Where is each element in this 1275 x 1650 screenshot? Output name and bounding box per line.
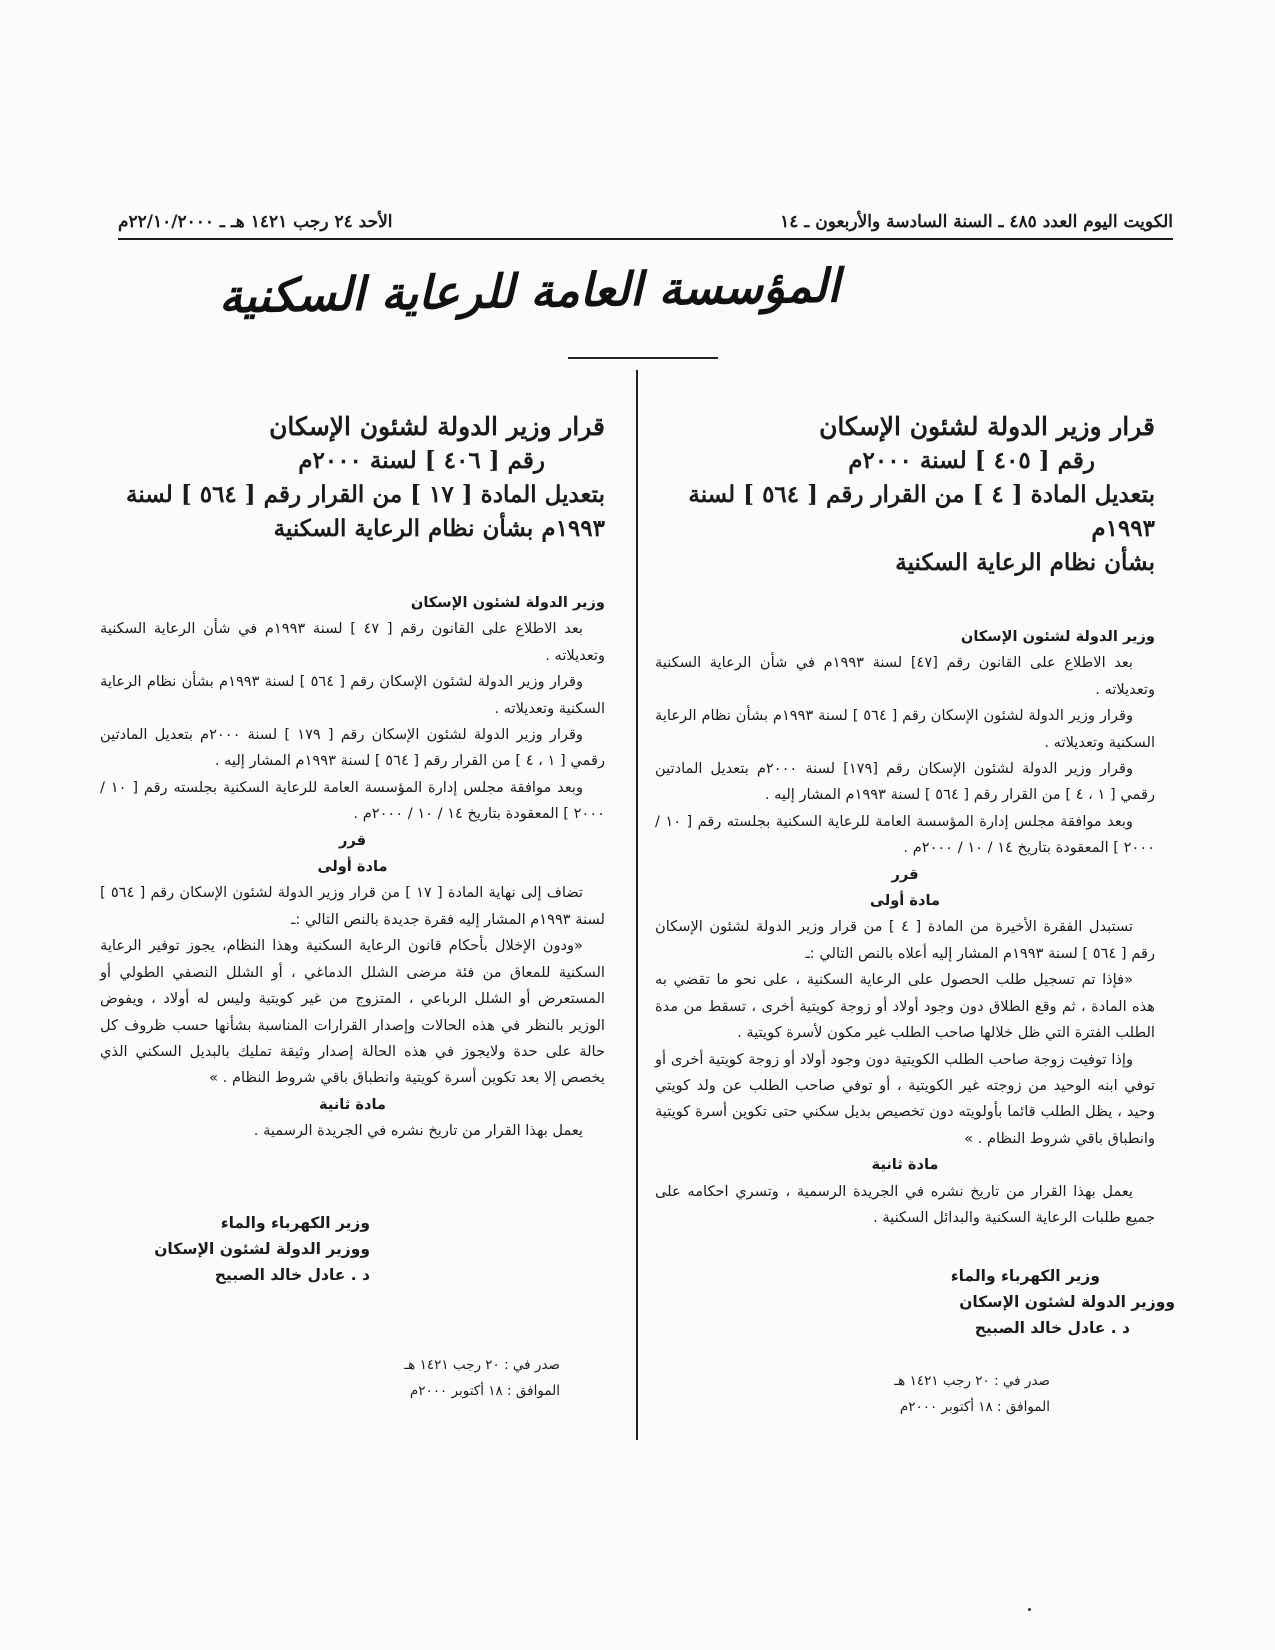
preamble-4: وبعد موافقة مجلس إدارة المؤسسة العامة للرعاية السكنية بجلسته رقم [ ١٠ / ٢٠٠٠ ] المعقودة بتاريخ ١٤ / ١٠ / ٢٠٠٠م .	[100, 778, 605, 823]
header-date: الأحد ٢٤ رجب ١٤٢١ هـ ـ ٢٢/١٠/٢٠٠٠م	[118, 212, 393, 232]
preamble-2: وقرار وزير الدولة لشئون الإسكان رقم [ ٥٦٤ ] لسنة ١٩٩٣م بشأن نظام الرعاية السكنية وتعديلاته .	[655, 707, 1155, 751]
article-1-quote-2: وإذا توفيت زوجة صاحب الطلب الكويتية دون وجود أولاد أو زوجة كويتية أخرى أو توفي ابنه الوحيد من زوجته غير الكويتية ، أو توفي صاحب الطلب عن ولد كويتي وحيد ، يظل الطلب قائما بأولويته دون تخصيص بديل سكني حتى تكوين أسرة كويتية وانطباق باقي شروط النظام . »	[655, 1050, 1155, 1147]
decided-heading: قرر	[338, 831, 367, 849]
issuer-line: وزير الدولة لشئون الإسكان	[960, 628, 1155, 645]
signatory-title-1: وزير الكهرباء والماء	[950, 1267, 1100, 1285]
signatory-title-1: وزير الكهرباء والماء	[220, 1214, 370, 1232]
banner-underline	[568, 357, 718, 359]
decree-406-signature	[80, 1210, 370, 1288]
article-1-heading: مادة أولى	[317, 858, 388, 876]
article-1-quote: «ودون الإخلال بأحكام قانون الرعاية السكنية وهذا النظام، يجوز توفير الرعاية السكنية للمعاق من فئة مرضى الشلل الدماغي ، أو الشلل النصفي الطولي أو المستعرض أو الشلل الرباعي ، المتزوج من غير كويتية وليس له أولاد ، ويفوض الوزير بالنظر في هذه الحالات وإصدار القرارات المناسبة بشأنها حسب ظروف كل حالة على حدة ولايجوز في هذه الحالة إصدار وثيقة تمليك بالبديل السكني الذي يخصص إلا بعد تكوين أسرة كويتية وانطباق باقي شروط النظام . »	[100, 937, 605, 1087]
issue-date-gregorian: الموافق : ١٨ أكتوبر ٢٠٠٠م	[899, 1399, 1050, 1415]
decree-body	[100, 590, 605, 1145]
decree-title: قرار وزير الدولة لشئون الإسكان	[269, 412, 605, 441]
institution-banner: المؤسسة العامة للرعاية السكنية	[218, 258, 841, 324]
preamble-1: بعد الاطلاع على القانون رقم [ ٤٧ ] لسنة ١٩٩٣م في شأن الرعاية السكنية وتعديلاته .	[100, 620, 605, 664]
decree-subject-line1: بتعديل المادة [ ٤ ] من القرار رقم [ ٥٦٤ ] لسنة ١٩٩٣م	[688, 481, 1155, 542]
decree-subject-line2: بشأن نظام الرعاية السكنية	[895, 549, 1155, 576]
issue-date-hijri: صدر في : ٢٠ رجب ١٤٢١ هـ	[894, 1373, 1050, 1389]
signatory-name: د . عادل خالد الصبيح	[214, 1266, 370, 1284]
signatory-name: د . عادل خالد الصبيح	[974, 1319, 1130, 1337]
issue-date-gregorian: الموافق : ١٨ أكتوبر ٢٠٠٠م	[409, 1383, 560, 1399]
article-1-quote-1: «فإذا تم تسجيل طلب الحصول على الرعاية السكنية ، على نحو ما تقضي به هذه المادة ، ثم وقع الطلاق دون وجود أولاد أو زوجة كويتية أخرى ، تسقط من مدة الطلب الفترة التي ظل خلالها صاحب الطلب غير مكون لأسرة كويتية .	[655, 971, 1155, 1042]
decree-subject-line2: ١٩٩٣م بشأن نظام الرعاية السكنية	[273, 515, 605, 542]
preamble-3: وقرار وزير الدولة لشئون الإسكان رقم [ ١٧٩ ] لسنة ٢٠٠٠م بتعديل المادتين رقمي [ ١ ، ٤ ] من القرار رقم [ ٥٦٤ ] لسنة ١٩٩٣م المشار إليه .	[100, 726, 605, 770]
article-1-heading: مادة أولى	[869, 892, 941, 910]
preamble-4: وبعد موافقة مجلس إدارة المؤسسة العامة للرعاية السكنية بجلسته رقم [ ١٠ / ٢٠٠٠ ] المعقودة بتاريخ ١٤ / ١٠ / ٢٠٠٠م .	[655, 812, 1155, 857]
decree-406-issue-date	[300, 1352, 560, 1404]
decree-subject-line1: بتعديل المادة [ ١٧ ] من القرار رقم [ ٥٦٤ ] لسنة	[126, 481, 605, 508]
signatory-title-2: ووزير الدولة لشئون الإسكان	[959, 1293, 1175, 1311]
preamble-3: وقرار وزير الدولة لشئون الإسكان رقم [١٧٩] لسنة ٢٠٠٠م بتعديل المادتين رقمي [ ١ ، ٤ ] من القرار رقم [ ٥٦٤ ] لسنة ١٩٩٣م المشار إليه .	[655, 760, 1155, 804]
page-header	[118, 210, 1173, 240]
header-issue-info: الكويت اليوم العدد ٤٨٥ ـ السنة السادسة والأربعون ـ ١٤	[780, 212, 1173, 232]
article-2-text: يعمل بهذا القرار من تاريخ نشره في الجريدة الرسمية .	[253, 1122, 583, 1140]
decree-number: رقم [ ٤٠٦ ] لسنة ٢٠٠٠م	[298, 447, 545, 474]
issuer-line: وزير الدولة لشئون الإسكان	[410, 594, 605, 611]
preamble-1: بعد الاطلاع على القانون رقم [٤٧] لسنة ١٩٩٣م في شأن الرعاية السكنية وتعديلاته .	[655, 654, 1155, 698]
decree-body	[655, 624, 1155, 1231]
column-divider	[636, 370, 638, 1440]
signatory-title-2: ووزير الدولة لشئون الإسكان	[154, 1240, 370, 1258]
article-2-text: يعمل بهذا القرار من تاريخ نشره في الجريدة الرسمية ، وتسري احكامه على جميع طلبات الرعاية السكنية والبدائل السكنية .	[655, 1182, 1155, 1226]
decree-405-column	[655, 410, 1155, 1231]
decree-405-signature	[800, 1263, 1175, 1341]
issue-date-hijri: صدر في : ٢٠ رجب ١٤٢١ هـ	[404, 1357, 560, 1373]
decided-heading: قرر	[891, 865, 919, 883]
article-2-heading: مادة ثانية	[319, 1095, 386, 1113]
decree-405-issue-date	[830, 1368, 1050, 1420]
decree-number: رقم [ ٤٠٥ ] لسنة ٢٠٠٠م	[848, 447, 1095, 474]
article-1-text: تضاف إلى نهاية المادة [ ١٧ ] من قرار وزير الدولة لشئون الإسكان رقم [ ٥٦٤ ] لسنة ١٩٩٣م المشار إليه فقرة جديدة بالنص التالي :ـ	[100, 884, 605, 928]
page-dot	[1028, 1608, 1031, 1611]
decree-title: قرار وزير الدولة لشئون الإسكان	[819, 412, 1155, 441]
preamble-2: وقرار وزير الدولة لشئون الإسكان رقم [ ٥٦٤ ] لسنة ١٩٩٣م بشأن نظام الرعاية السكنية وتعديلاته .	[100, 673, 605, 717]
decree-406-column	[100, 410, 605, 1145]
article-2-heading: مادة ثانية	[871, 1156, 939, 1174]
article-1-text: تستبدل الفقرة الأخيرة من المادة [ ٤ ] من قرار وزير الدولة لشئون الإسكان رقم [ ٥٦٤ ] لسنة ١٩٩٣م المشار إليه أعلاه بالنص التالي :ـ	[655, 918, 1155, 962]
